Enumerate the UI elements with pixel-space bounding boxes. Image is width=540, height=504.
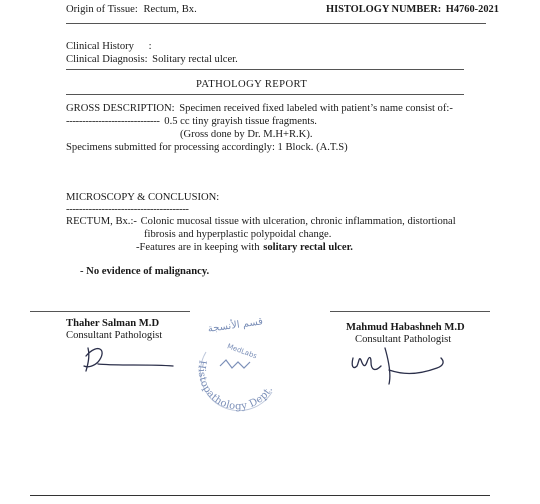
gross-line-1	[66, 103, 453, 115]
clinical-history-sep: :	[148, 41, 152, 52]
header-divider	[66, 23, 486, 24]
microscopy-line-2: fibrosis and hyperplastic polypoidal change.	[144, 229, 332, 240]
histology-number-label: HISTOLOGY NUMBER:	[326, 4, 442, 15]
clinical-diagnosis-label: Clinical Diagnosis:	[66, 54, 148, 65]
gross-dashes: -----------------------------	[66, 116, 160, 127]
origin-of-tissue	[66, 4, 197, 16]
left-signer-title: Consultant Pathologist	[66, 330, 163, 341]
microscopy-text-3: -Features are in keeping with	[136, 242, 260, 253]
stamp-text	[186, 312, 286, 422]
right-signer-name: Mahmud Habashneh M.D	[346, 322, 465, 333]
microscopy-heading: MICROSCOPY & CONCLUSION:	[66, 192, 220, 203]
department-stamp	[186, 312, 286, 422]
right-signature	[345, 340, 465, 390]
gross-line-3: (Gross done by Dr. M.H+R.K).	[180, 129, 313, 140]
stamp-center-text: MedLabs	[226, 342, 258, 361]
microscopy-text-1: Colonic mucosal tissue with ulceration, chronic inflammation, distortional	[140, 216, 456, 227]
clinical-divider	[66, 69, 464, 70]
stamp-arabic-text: قسم الأنسجة	[207, 316, 264, 335]
right-signer-title: Consultant Pathologist	[355, 334, 452, 345]
histology-number	[326, 4, 499, 16]
origin-label: Origin of Tissue:	[66, 4, 138, 15]
stamp-ring-text: Histopathology Dept.	[195, 359, 276, 413]
microscopy-line-3	[136, 242, 353, 254]
gross-text-1: Specimen received fixed labeled with patient’s name consist of:-	[179, 103, 453, 114]
gross-text-2: 0.5 cc tiny grayish tissue fragments.	[164, 116, 317, 127]
microscopy-underline: --------------------------------------	[66, 204, 189, 215]
malignancy-statement: - No evidence of malignancy.	[80, 266, 210, 277]
left-signer-name: Thaher Salman M.D	[66, 318, 160, 329]
clinical-history-label: Clinical History	[66, 41, 134, 52]
histology-number-value: H4760-2021	[445, 4, 499, 15]
clinical-diagnosis	[66, 54, 238, 66]
gross-line-2	[66, 116, 317, 128]
clinical-history	[66, 41, 152, 53]
origin-value: Rectum, Bx.	[143, 4, 197, 15]
microscopy-site: RECTUM, Bx.:-	[66, 216, 137, 227]
footer-divider	[30, 495, 490, 496]
microscopy-conclusion: solitary rectal ulcer.	[263, 242, 353, 253]
signature-divider-left	[30, 311, 190, 312]
report-title: PATHOLOGY REPORT	[196, 79, 308, 90]
left-signature	[78, 336, 178, 386]
signature-divider-right	[330, 311, 490, 312]
title-divider	[66, 94, 464, 95]
gross-line-4: Specimens submitted for processing accordingly: 1 Block. (A.T.S)	[66, 142, 348, 153]
clinical-diagnosis-value: Solitary rectal ulcer.	[152, 54, 238, 65]
microscopy-line-1	[66, 216, 456, 228]
gross-heading: GROSS DESCRIPTION:	[66, 103, 175, 114]
